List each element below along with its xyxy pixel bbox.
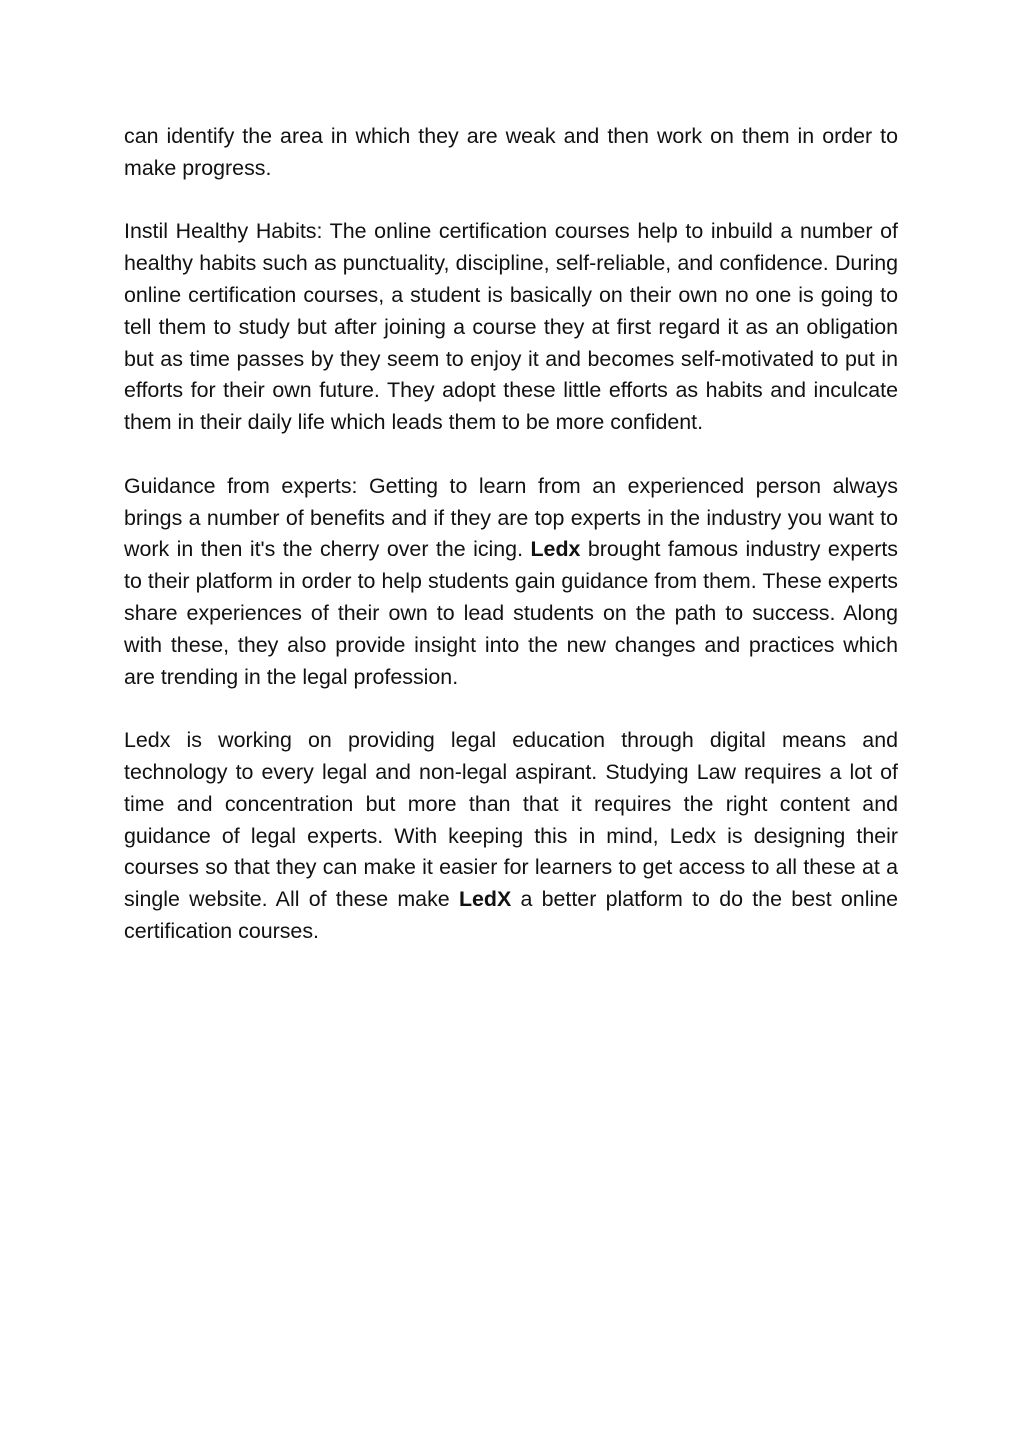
paragraph-ledx-summary (124, 725, 898, 948)
brand-name-bold: Ledx (530, 537, 581, 562)
document-page (124, 121, 898, 980)
paragraph-text-after: a better platform to do the best online certification courses. (124, 887, 898, 943)
paragraph-guidance-from-experts (124, 471, 898, 694)
paragraph-text-before: Ledx is working on providing legal education through digital means and technology to every legal and non-legal aspirant. Studying Law requires a lot of time and concentration but more than that it requires the right content and guidance of legal experts. With keeping this in mind, Ledx is designing their courses so that they can make it easier for learners to get access to all these at a single website. All of these make (124, 728, 898, 912)
paragraph-healthy-habits (124, 216, 898, 439)
paragraph-text: Instil Healthy Habits: The online certification courses help to inbuild a number of healthy habits such as punctuality, discipline, self-reliable, and confidence. During online certification courses, a student is basically on their own no one is going to tell them to study but after joining a course they at first regard it as an obligation but as time passes by they seem to enjoy it and becomes self-motivated to put in efforts for their own future. They adopt these little efforts as habits and inculcate them in their daily life which leads them to be more confident. (124, 219, 898, 435)
paragraph-text-before: Guidance from experts: Getting to learn from an experienced person always brings a number of benefits and if they are top experts in the industry you want to work in then it's the cherry over the icing. (124, 473, 898, 562)
paragraph-text: can identify the area in which they are weak and then work on them in order to make progress. (124, 124, 898, 180)
paragraph-text-after: brought famous industry experts to their platform in order to help students gain guidance from them. These experts share experiences of their own to lead students on the path to success. Along with these, they also provide insight into the new changes and practices which are trending in the legal profession. (124, 537, 898, 689)
brand-name-bold: LedX (458, 887, 512, 912)
paragraph-weak-areas (124, 121, 898, 185)
